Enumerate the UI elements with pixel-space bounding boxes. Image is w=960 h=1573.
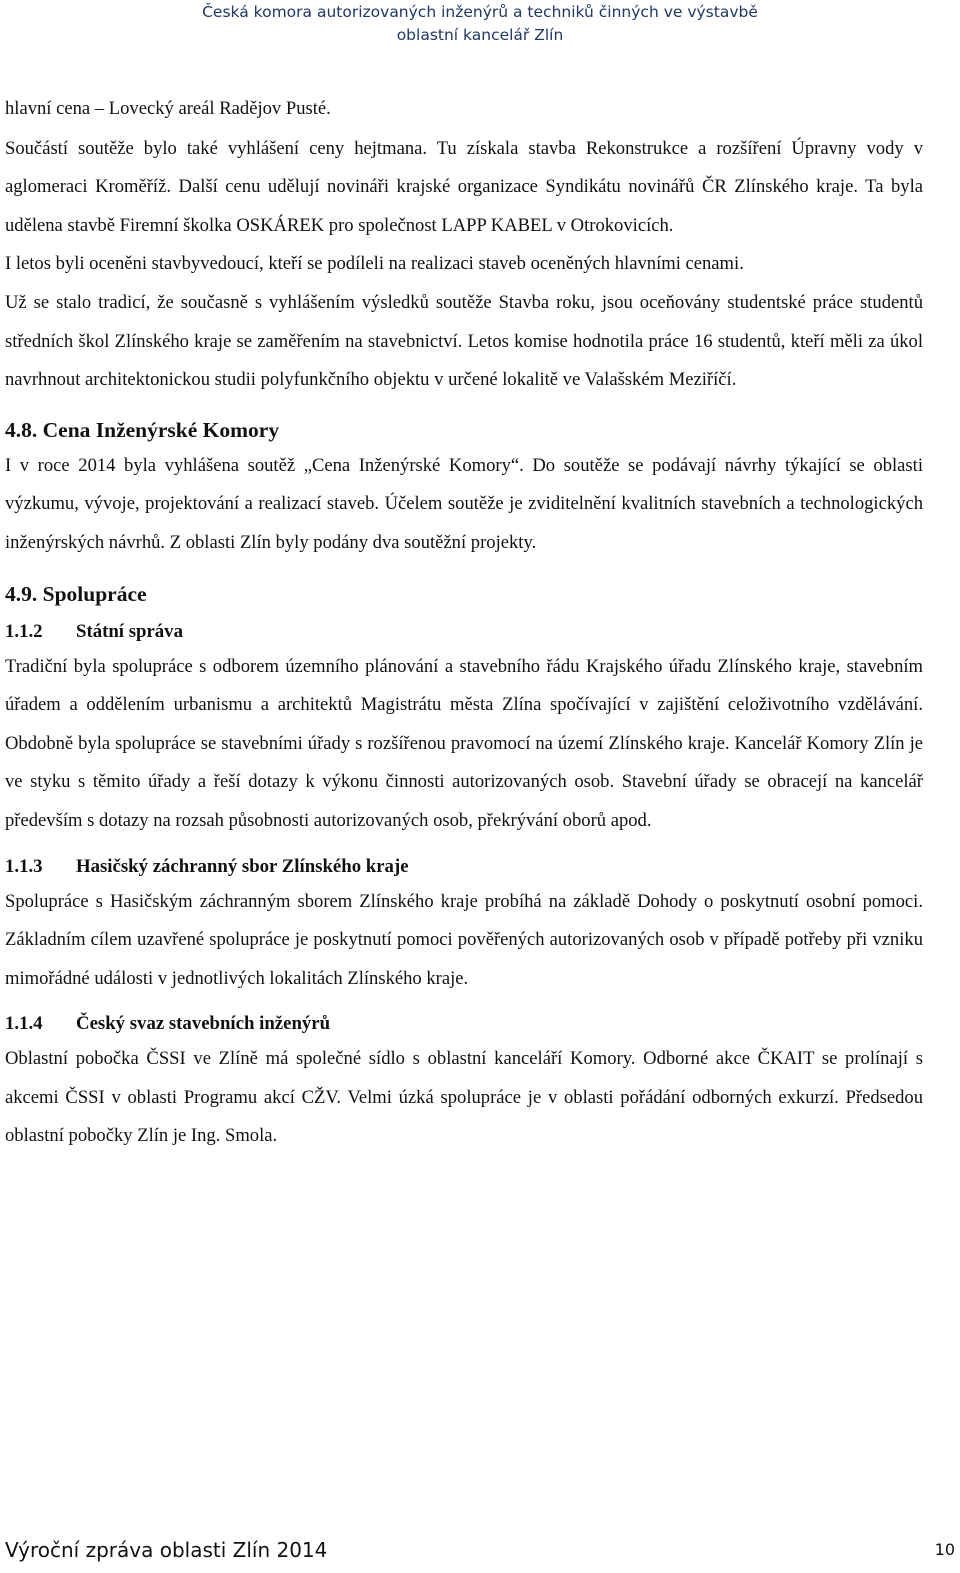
page-header	[0, 0, 960, 46]
paragraph-state-administration: Tradiční byla spolupráce s odborem územního plánování a stavebního řádu Krajského úřadu Zlínského kraje, stavebním úřadem a oddělením urbanismu a architektů Magistrátu města Zlína spočívající v zajištění celoživotního vzdělávání. Obdobně byla spolupráce se stavebními úřady s rozšířenou pravomocí na území Zlínského kraje. Kancelář Komory Zlín je ve styku s těmito úřady a řeší dotazy k výkonu činnosti autorizovaných osob. Stavební úřady se obracejí na kancelář především s dotazy na rozsah působnosti autorizovaných osob, překrývání oborů apod.	[5, 655, 923, 831]
paragraph-civil-engineers-union: Oblastní pobočka ČSSI ve Zlíně má společné sídlo s oblastní kanceláří Komory. Odborné akce ČKAIT se prolínají s akcemi ČSSI v oblasti Programu akcí CŽV. Velmi úzká spolupráce je v oblasti pořádání odborných exkurzí. Předsedou oblastní pobočky Zlín je Ing. Smola.	[5, 1048, 923, 1147]
footer-title: Výroční zpráva oblasti Zlín 2014	[5, 1538, 328, 1562]
paragraph-main-prize: hlavní cena – Lovecký areál Radějov Pusté.	[5, 98, 331, 119]
header-office: oblastní kancelář Zlín	[396, 26, 564, 44]
paragraph-chamber-prize: I v roce 2014 byla vyhlášena soutěž „Cena Inženýrské Komory“. Do soutěže se podávají návrhy týkající se oblasti výzkumu, vývoje, projektování a realizací staveb. Účelem soutěže je zviditelnění kvalitních stavebních a technologických inženýrských návrhů. Z oblasti Zlín byly podány dva soutěžní projekty.	[5, 454, 923, 553]
paragraph-governor-prize: Součástí soutěže bylo také vyhlášení ceny hejtmana. Tu získala stavba Rekonstrukce a rozšíření Úpravny vody v aglomeraci Kroměříž. Další cenu udělují novináři krajské organizace Syndikátu novinářů ČR Zlínského kraje. Ta byla udělena stavbě Firemní školka OSKÁREK pro společnost LAPP KABEL v Otrokovicích.	[5, 137, 923, 236]
page-footer	[5, 1538, 955, 1562]
section-heading-cooperation: 4.9. Spolupráce	[5, 581, 147, 606]
subsection-title: Státní správa	[76, 620, 183, 642]
subsection-heading-state-administration	[5, 616, 923, 648]
subsection-title: Hasičský záchranný sbor Zlínského kraje	[76, 855, 409, 877]
document-body	[5, 90, 923, 1156]
paragraph-site-managers: I letos byli oceněni stavbyvedoucí, kteří se podíleli na realizaci staveb oceněných hlavními cenami.	[5, 253, 744, 275]
header-organization: Česká komora autorizovaných inženýrů a techniků činných ve výstavbě	[202, 3, 758, 21]
subsection-heading-fire-rescue	[5, 851, 923, 883]
subsection-title: Český svaz stavebních inženýrů	[76, 1013, 331, 1035]
paragraph-student-works: Už se stalo tradicí, že současně s vyhlášením výsledků soutěže Stavba roku, jsou oceňovány studentské práce studentů středních škol Zlínského kraje se zaměřením na stavebnictví. Letos komise hodnotila práce 16 studentů, kteří měli za úkol navrhnout architektonickou studii polyfunkčního objektu v určené lokalitě ve Valašském Meziříčí.	[5, 291, 923, 391]
subsection-heading-civil-engineers-union	[5, 1008, 923, 1040]
subsection-number: 1.1.3	[5, 855, 43, 877]
page-number: 10	[934, 1540, 955, 1559]
subsection-number: 1.1.4	[5, 1013, 43, 1035]
paragraph-fire-rescue: Spolupráce s Hasičským záchranným sborem Zlínského kraje probíhá na základě Dohody o poskytnutí osobní pomoci. Základním cílem uzavřené spolupráce je poskytnutí pomoci pověřených autorizovaných osob v případě potřeby při vzniku mimořádné události v jednotlivých lokalitách Zlínského kraje.	[5, 890, 923, 989]
section-heading-engineering-chamber-prize: 4.8. Cena Inženýrské Komory	[5, 417, 280, 442]
subsection-number: 1.1.2	[5, 620, 43, 642]
